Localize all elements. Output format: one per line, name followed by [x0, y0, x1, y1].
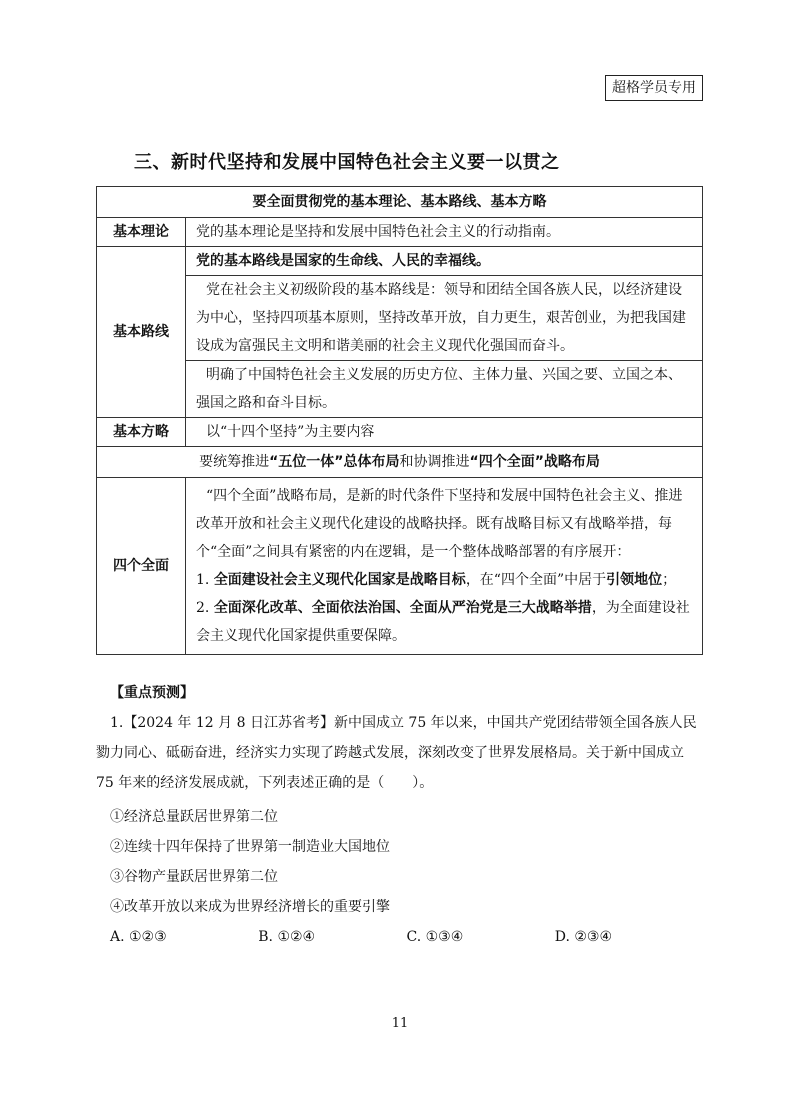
table-row: [97, 418, 703, 447]
table-row: [97, 187, 703, 218]
table-header-basic: 要全面贯彻党的基本理论、基本路线、基本方略: [97, 187, 703, 218]
layout-bold-1: “五位一体”总体布局: [269, 454, 400, 470]
label-four-comprehensives: 四个全面: [97, 478, 186, 655]
four-intro: “四个全面”战略布局，是新的时代条件下坚持和发展中国特色社会主义、推进改革开放和社会主义现代化建设的战略抉择。既有战略目标又有战略举措，每个“全面”之间具有紧密的内在逻辑，是一个整体战略部署的有序展开：: [196, 488, 683, 560]
label-basic-strategy: 基本方略: [97, 418, 186, 447]
layout-bold-2: “四个全面”战略布局: [469, 454, 600, 470]
item1-bold: 全面建设社会主义现代化国家是战略目标: [213, 572, 466, 588]
label-basic-line: 基本路线: [97, 247, 186, 418]
item2-end: ，为全面建设社会主义现代化国家提供重要保障。: [196, 600, 690, 644]
four-comprehensives-cell: [186, 478, 703, 655]
item2-number: 2.: [196, 600, 214, 616]
item1-end: ；: [662, 572, 677, 588]
answer-choices: [96, 922, 703, 952]
four-item-2: [196, 594, 692, 650]
option-3: ③谷物产量跃居世界第二位: [110, 869, 278, 885]
option-2: ②连续十四年保持了世界第一制造业大国地位: [110, 839, 390, 855]
basic-theory-text: 党的基本理论是坚持和发展中国特色社会主义的行动指南。: [186, 218, 703, 247]
layout-text-1: 要统筹推进: [199, 454, 270, 470]
option-1: ①经济总量跃居世界第二位: [110, 809, 278, 825]
table-header-layout: [97, 447, 703, 478]
item1-number: 1.: [196, 572, 214, 588]
basic-line-row1: 党的基本路线是国家的生命线、人民的幸福线。: [186, 247, 703, 276]
answer-d[interactable]: D. ②③④: [554, 929, 613, 945]
summary-table: [96, 186, 703, 655]
basic-strategy-text: 以“十四个坚持”为主要内容: [186, 418, 703, 447]
table-row: [97, 276, 703, 361]
focus-heading: 【重点预测】: [110, 685, 194, 701]
basic-line-row3: 明确了中国特色社会主义发展的历史方位、主体力量、兴国之要、立国之本、强国之路和奋斗目标。: [186, 361, 703, 418]
table-row: [97, 218, 703, 247]
member-only-stamp: 超格学员专用: [605, 75, 703, 101]
table-row: [97, 447, 703, 478]
table-row: [97, 247, 703, 276]
table-row: [97, 361, 703, 418]
basic-line-row2: 党在社会主义初级阶段的基本路线是：领导和团结全国各族人民，以经济建设为中心，坚持四项基本原则，坚持改革开放，自力更生，艰苦创业，为把我国建设成为富强民主文明和谐美丽的社会主义现代化强国而奋斗。: [186, 276, 703, 361]
answer-b[interactable]: B. ①②④: [258, 929, 316, 945]
item1-mid: ，在“四个全面”中居于: [465, 572, 607, 588]
item1-bold2: 引领地位: [606, 572, 663, 588]
answer-c[interactable]: C. ①③④: [406, 929, 464, 945]
answer-a[interactable]: A. ①②③: [110, 929, 167, 945]
section-title: 三、新时代坚持和发展中国特色社会主义要一以贯之: [134, 152, 560, 173]
option-4: ④改革开放以来成为世界经济增长的重要引擎: [110, 899, 390, 915]
item2-bold: 全面深化改革、全面依法治国、全面从严治党是三大战略举措: [213, 600, 592, 616]
question-stem: 1.【2024 年 12 月 8 日江苏省考】新中国成立 75 年以来，中国共产党团结带领全国各族人民勠力同心、砥砺奋进，经济实力实现了跨越式发展，深刻改变了世界发展格局。关于新中国成立 75 年来的经济发展成就，下列表述正确的是（ ）。: [96, 715, 697, 791]
table-row: [97, 478, 703, 655]
four-item-1: [196, 566, 692, 594]
page-number: 11: [391, 1016, 409, 1031]
layout-text-2: 和协调推进: [399, 454, 470, 470]
label-basic-theory: 基本理论: [97, 218, 186, 247]
focus-prediction-section: [96, 678, 703, 952]
